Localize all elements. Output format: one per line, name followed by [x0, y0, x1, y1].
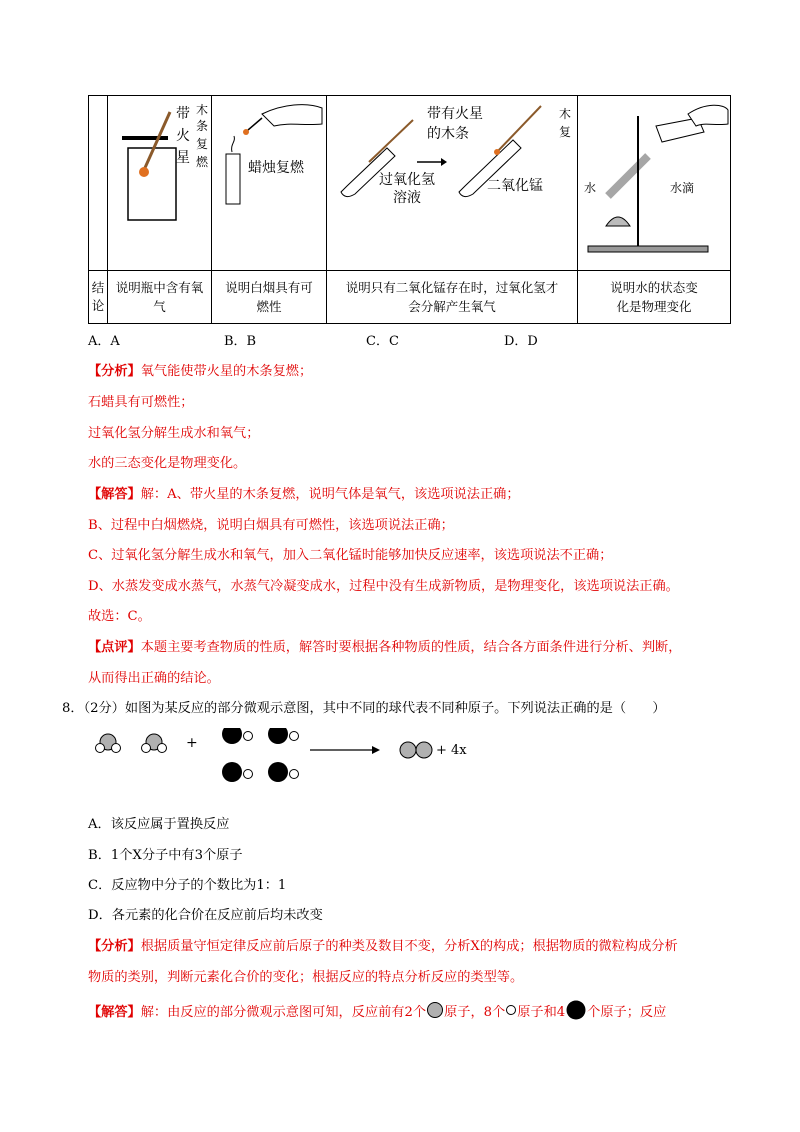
black-atom-icon	[565, 1000, 587, 1020]
svg-text:条: 条	[196, 119, 209, 133]
svg-text:复: 复	[559, 125, 572, 139]
gray-atom-icon	[426, 1002, 444, 1018]
analysis7-line-3: 过氧化氢分解生成水和氧气；	[88, 426, 260, 441]
conclusion-c: 说明只有二氧化锰存在时，过氧化氢才 会分解产生氧气	[327, 271, 578, 324]
answer8-line-1: 【解答】解：由反应的部分微观示意图可知，反应前有2个 原子，8个 原子和4 个原子；反应	[88, 1000, 666, 1020]
plus-sign: +	[186, 735, 198, 751]
experiment-table	[88, 95, 731, 324]
answer7-line-4: D、水蒸发变成水蒸气，水蒸气冷凝变成水，过程中没有生成新物质，是物理变化，该选项说法正确。	[88, 579, 679, 594]
comment7-line-2: 从而得出正确的结论。	[88, 671, 220, 686]
svg-text:的木条: 的木条	[427, 126, 469, 142]
q7-option-b: B．B	[224, 334, 257, 349]
analysis8-line-2: 物质的类别，判断元素化合价的变化；根据反应的特点分析反应的类型等。	[88, 970, 524, 985]
q7-option-a: A．A	[88, 334, 120, 349]
answer7-line-3: C、过氧化氢分解生成水和氧气，加入二氧化锰时能够加快反应速率，该选项说法不正确；	[88, 548, 613, 563]
svg-text:溶液: 溶液	[393, 190, 421, 206]
conclusion-a: 说明瓶中含有氧 气	[108, 271, 212, 324]
svg-text:带有火星: 带有火星	[427, 106, 483, 122]
conclusion-b: 说明白烟具有可 燃性	[212, 271, 327, 324]
reactant-molecule-5	[222, 762, 253, 782]
svg-text:带: 带	[176, 106, 190, 122]
q8-option-a: A．该反应属于置换反应	[88, 817, 230, 832]
svg-text:复: 复	[196, 137, 209, 151]
svg-text:水: 水	[584, 181, 597, 195]
svg-text:燃: 燃	[196, 155, 209, 169]
hydrogen-peroxide-image	[327, 96, 578, 271]
svg-text:火: 火	[176, 128, 190, 144]
conclusion-label: 结 论	[89, 271, 108, 324]
candle-image	[212, 96, 327, 271]
svg-text:过氧化氢: 过氧化氢	[379, 172, 435, 188]
table-corner-cell	[89, 96, 108, 271]
product-suffix: + 4x	[436, 743, 467, 758]
q7-option-d: D．D	[504, 334, 538, 349]
answer7-line-5: 故选：C。	[88, 609, 151, 624]
q8-stem: 8．（2分）如图为某反应的部分微观示意图，其中不同的球代表不同种原子。下列说法正确的是（ ）	[62, 701, 666, 716]
svg-text:木: 木	[559, 107, 572, 121]
q8-option-c: C．反应物中分子的个数比为1：1	[88, 878, 287, 893]
reaction-diagram	[88, 728, 508, 790]
product-molecule	[400, 742, 432, 758]
q8-option-d: D．各元素的化合价在反应前后均未改变	[88, 908, 323, 923]
reaction-arrow	[310, 746, 380, 754]
analysis7-line-4: 水的三态变化是物理变化。	[88, 456, 247, 471]
comment7-line-1: 【点评】本题主要考查物质的性质，解答时要根据各种物质的性质，结合各方面条件进行分析、判断，	[88, 640, 682, 655]
reactant-molecule-6	[268, 762, 299, 782]
analysis7-line-1: 【分析】氧气能使带火星的木条复燃；	[88, 364, 313, 379]
svg-text:水滴: 水滴	[670, 181, 695, 195]
q8-option-b: B．1个X分子中有3个原子	[88, 848, 243, 863]
answer7-line-2: B、过程中白烟燃烧，说明白烟具有可燃性，该选项说法正确；	[88, 518, 454, 533]
analysis7-line-2: 石蜡具有可燃性；	[88, 395, 194, 410]
water-state-image	[578, 96, 731, 271]
conclusion-d: 说明水的状态变 化是物理变化	[578, 271, 731, 324]
reactant-molecule-2	[142, 734, 167, 753]
svg-text:星: 星	[176, 150, 190, 166]
bottle-oxygen-image	[108, 96, 212, 271]
svg-text:蜡烛复燃: 蜡烛复燃	[248, 160, 304, 176]
white-atom-icon	[505, 1004, 517, 1016]
answer7-line-1: 【解答】解：A、带火星的木条复燃，说明气体是氧气，该选项说法正确；	[88, 487, 520, 502]
svg-text:二氧化锰: 二氧化锰	[487, 178, 543, 194]
reactant-molecule-3	[222, 728, 253, 744]
analysis8-line-1: 【分析】根据质量守恒定律反应前后原子的种类及数目不变，分析X的构成；根据物质的微粒构成分析	[88, 939, 678, 954]
reactant-molecule-1	[96, 734, 121, 753]
svg-text:木: 木	[196, 103, 209, 117]
reactant-molecule-4	[268, 728, 299, 744]
q7-option-c: C．C	[366, 334, 399, 349]
